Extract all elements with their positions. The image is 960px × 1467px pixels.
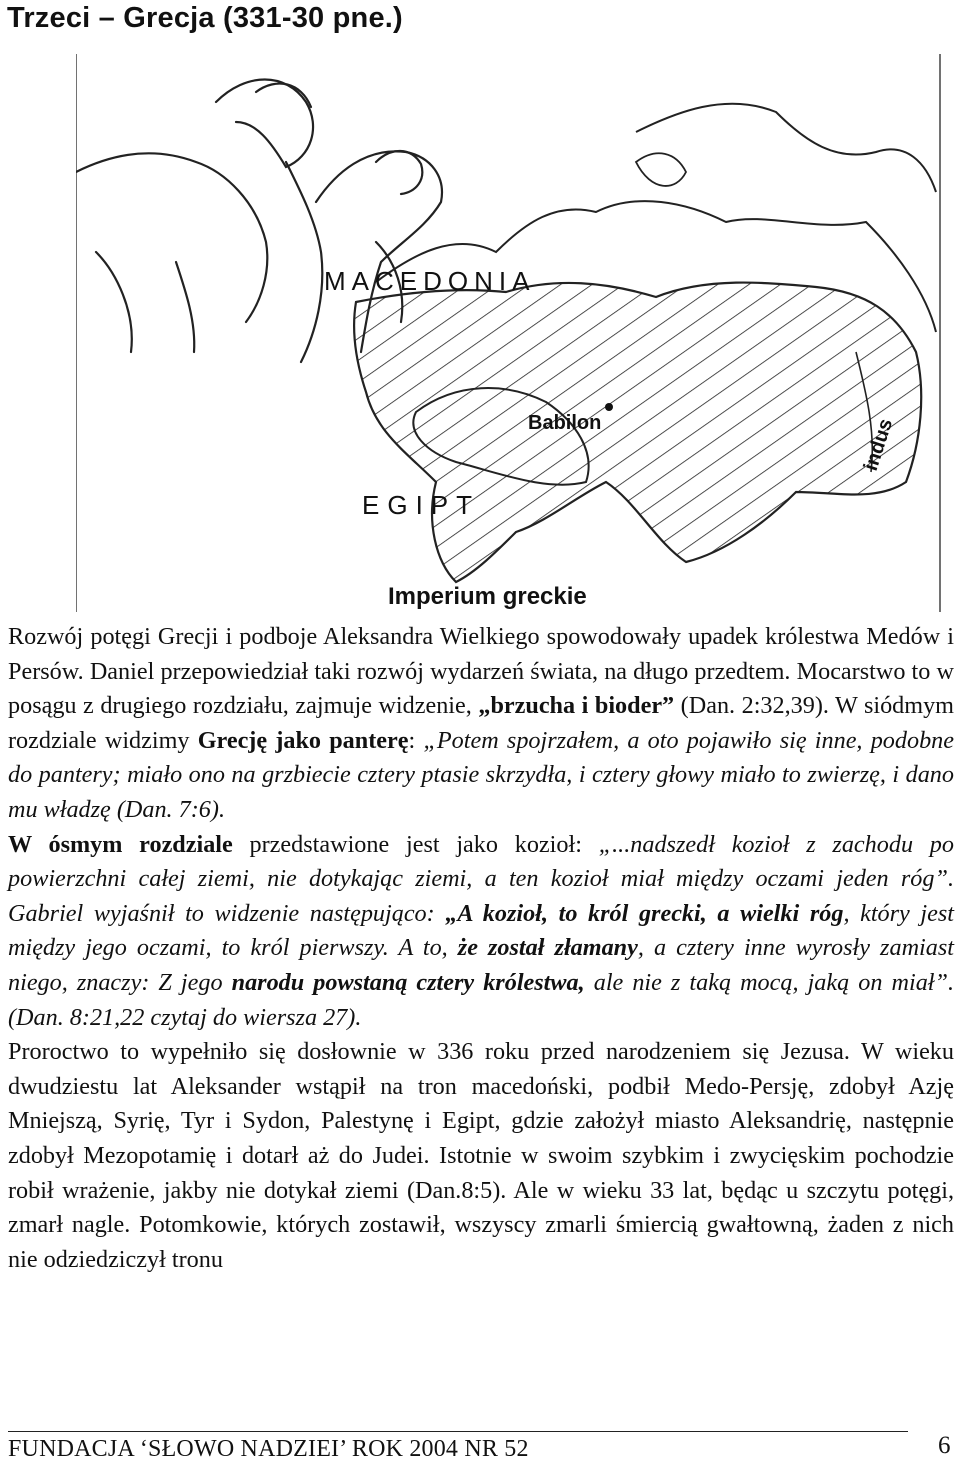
emphasis-quote-run: „A kozioł, to król grecki, a wielki róg (445, 899, 844, 927)
text-run: (Dan. 2:32,39). W siódmym rozdziale widzimy (8, 692, 954, 754)
label-egipt: EGIPT (362, 490, 481, 520)
text-run: przedstawione jest jako kozioł: (232, 830, 599, 858)
label-babilon: Babilon (528, 412, 602, 434)
quote-run: , który jest między jego oczami, to król pierwszy. A to, (8, 899, 954, 962)
emphasis-run: Grecję jako panterę (197, 726, 409, 754)
quote-run: „Potem spojrzałem, a oto pojawiło się inne, podobne do pantery; miało ono na grzbiecie cztery ptasie skrzydła, i cztery głowy miało to zwierzę, i dano mu władzę (Dan. 7:6). (8, 726, 954, 823)
label-macedonia: MACEDONIA (324, 266, 536, 296)
label-indus: indus (859, 416, 898, 474)
footer-divider (8, 1431, 908, 1432)
emphasis-run: W ósmym rozdziale (8, 830, 233, 858)
map-caption: Imperium greckie (388, 583, 587, 610)
text-run: : (408, 726, 424, 754)
page-title: Trzeci – Grecja (331-30 pne.) (7, 2, 403, 34)
footer-text: FUNDACJA ‘SŁOWO NADZIEI’ ROK 2004 NR 52 (8, 1436, 529, 1462)
quote-run: „...nadszedł kozioł z zachodu po powierzchni całej ziemi, nie dotykając ziemi, a ten kozioł miał między oczami jeden róg”. Gabriel wyjaśnił to widzenie następująco: (8, 830, 954, 927)
quote-run: ale nie z taką mocą, jaką on miał”. (Dan. 8:21,22 czytaj do wiersza 27). (8, 968, 955, 1031)
map-illustration (76, 52, 942, 614)
paragraph-3: Proroctwo to wypełniło się dosłownie w 336 roku przed narodzeniem się Jezusa. W wieku dwudziestu lat Aleksander wstąpił na tron macedoński, podbił Medo-Persję, zdobył Azję Mniejszą, Syrię, Tyr i Sydon, Palestynę i Egipt, gdzie założył miasto Aleksandrię, następnie zdobył Mezopotamię i dotarł aż do Judei. Istotnie w swoim szybkim i zwycięskim pochodzie robił wrażenie, jakby nie dotykał ziemi (Dan.8:5). Ale w wieku 33 lat, będąc u szczytu potęgi, zmarł nagle. Potomkowie, których zostawił, wszyscy zmarli śmiercią gwałtowną, żaden z nich nie odziedziczył tronu (8, 1038, 954, 1273)
paragraph-1 (8, 620, 954, 828)
map-drawing (76, 52, 942, 614)
emphasis-quote-run: że został złamany (457, 934, 638, 962)
emphasis-quote-run: narodu powstaną cztery królestwa, (231, 968, 585, 996)
babilon-marker (605, 403, 613, 411)
paragraph-2 (8, 828, 954, 1036)
island (636, 153, 686, 186)
article-body (8, 620, 954, 1277)
emphasis-run: „brzucha i bioder” (478, 692, 675, 720)
page-number: 6 (938, 1432, 951, 1459)
quote-run: , a cztery inne wyrosły zamiast niego, znaczy: Z jego (8, 934, 954, 996)
text-run: Rozwój potęgi Grecji i podboje Aleksandra Wielkiego spowodowały upadek królestwa Medów i Persów. Daniel przepowiedział taki rozwój wydarzeń świata, na długo przedtem. Mocarstwo to w posągu z drugiego rozdziału, zajmuje widzenie, (8, 623, 954, 720)
empire-region (354, 283, 921, 582)
